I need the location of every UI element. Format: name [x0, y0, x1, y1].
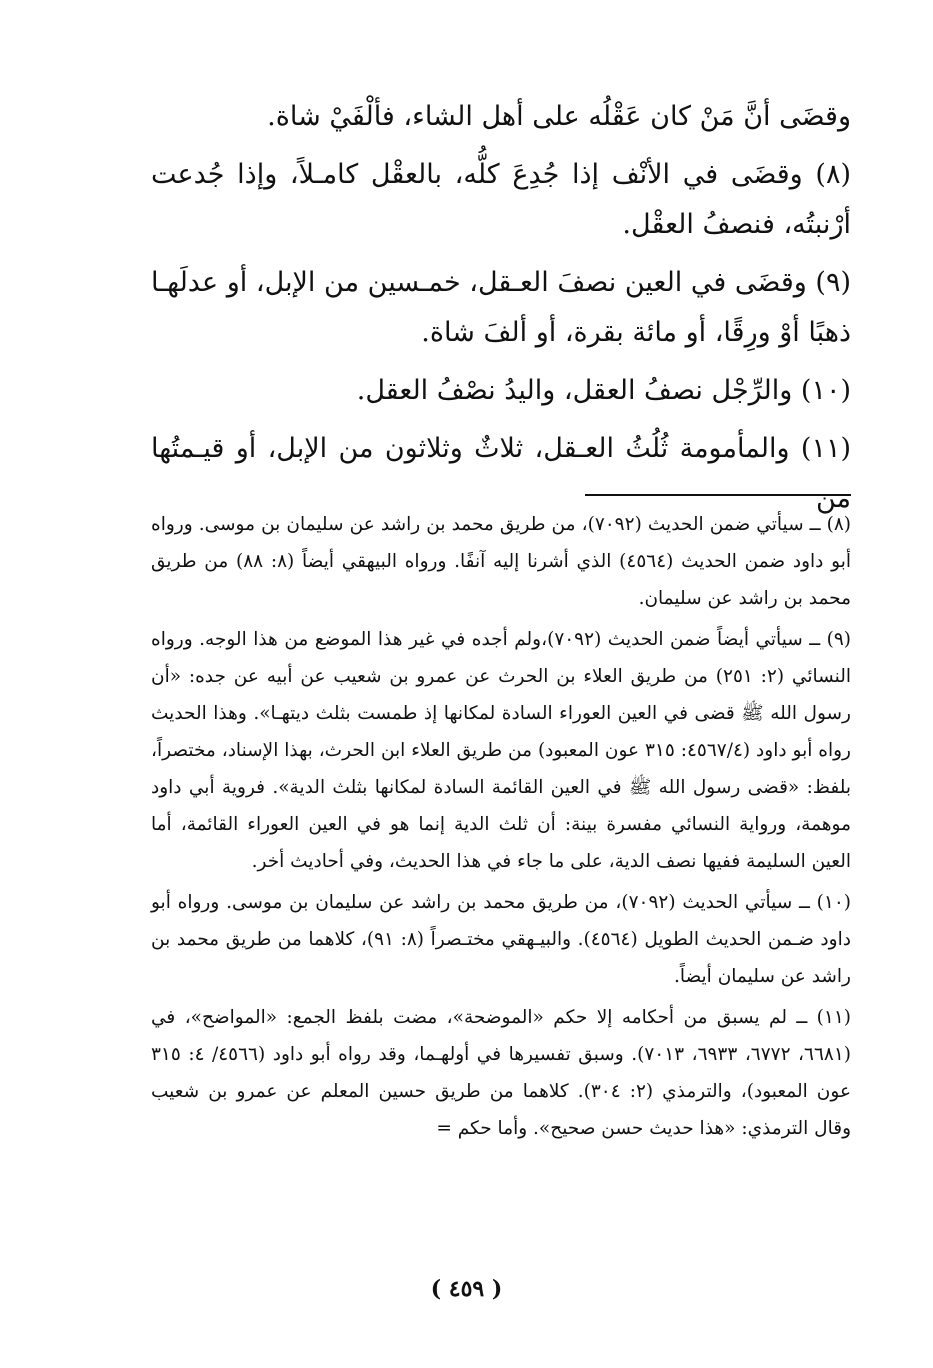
footnote: (١١) ــ لم يسبق من أحكامه إلا حكم «الموضحة»، مضت بلفظ الجمع: «المواضح»، في (٦٦٨١، ٦٧٧٢، ٦٩٣٣، ٧٠١٣). وسبق تفسيرها في أولهـما، وقد رواه أبو داود (٤٥٦٦/ ٤: ٣١٥ عون المعبود)، والترمذي (٢: ٣٠٤). كلاهما من طريق حسين المعلم عن عمرو بن شعيب وقال الترمذي: «هذا حديث حسن صحيح». وأما حكم = [151, 1007, 851, 1139]
main-paragraph: (٩) وقضَى في العين نصفَ العـقل، خمـسين من الإبل، أو عدلَهـا ذهبًا أوْ ورِقًا، أو مائة بقرة، أو ألفَ شاة. [151, 267, 851, 348]
footnote: (١٠) ــ سيأتي الحديث (٧٠٩٢)، من طريق محمد بن راشد عن سليمان بن موسى. ورواه أبو داود ضـمن الحديث الطويل (٤٥٦٤). والبيـهقي مختـصراً (٨: ٩١)، كلاهما من طريق محمد بن راشد عن سليمان أيضاً. [151, 892, 851, 987]
footnotes [151, 506, 851, 1151]
main-paragraph: (٨) وقضَى في الأنْف إذا جُدِعَ كلُّه، بالعقْل كامـلاً، وإذا جُدعت أرْنبتُه، فنصفُ العقْل. [151, 159, 851, 240]
page-number: ( ٤٥٩ ) [430, 1276, 503, 1302]
main-paragraph: (١٠) والرِّجْل نصفُ العقل، واليدُ نصْفُ العقل. [356, 375, 851, 406]
main-paragraph: وقضَى أنَّ مَنْ كان عَقْلُه على أهل الشاء، فألْفَيْ شاة. [267, 101, 851, 132]
main-text [151, 92, 851, 532]
footnote: (٨) ــ سيأتي ضمن الحديث (٧٠٩٢)، من طريق محمد بن راشد عن سليمان بن موسى. ورواه أبو داود ضمن الحديث (٤٥٦٤) الذي أشرنا إليه آنفًا. ورواه البيهقي أيضاً (٨: ٨٨) من طريق محمد بن راشد عن سليمان. [151, 514, 852, 609]
footnote: (٩) ــ سيأتي أيضاً ضمن الحديث (٧٠٩٢)،ولم أجده في غير هذا الموضع من هذا الوجه. ورواه النسائي (٢: ٢٥١) من طريق العلاء بن الحرث عن عمرو بن شعيب عن أبيه عن جده: «أن رسول الله ﷺ قضى في العين العوراء السادة لمكانها إذ طمست بثلث ديتهـا». وهذا الحديث رواه أبو داود (٤٥٦٧/٤: ٣١٥ عون المعبود) من طريق العلاء ابن الحرث، بهذا الإسناد، مختصراً، بلفظ: «قضى رسول الله ﷺ في العين القائمة السادة لمكانها بثلث الدية». فروية أبي داود موهمة، ورواية النسائي مفسرة بينة: أن ثلث الدية إنما هو في العين العوراء القائمة، أما العين السليمة ففيها نصف الدية، على ما جاء في هذا الحديث، وفي أحاديث أخر. [151, 629, 852, 872]
footnote-separator [585, 494, 851, 496]
main-paragraph: (١١) والمأمومة ثُلُثُ العـقل، ثلاثٌ وثلاثون من الإبل، أو قيـمتُها من [151, 433, 851, 514]
